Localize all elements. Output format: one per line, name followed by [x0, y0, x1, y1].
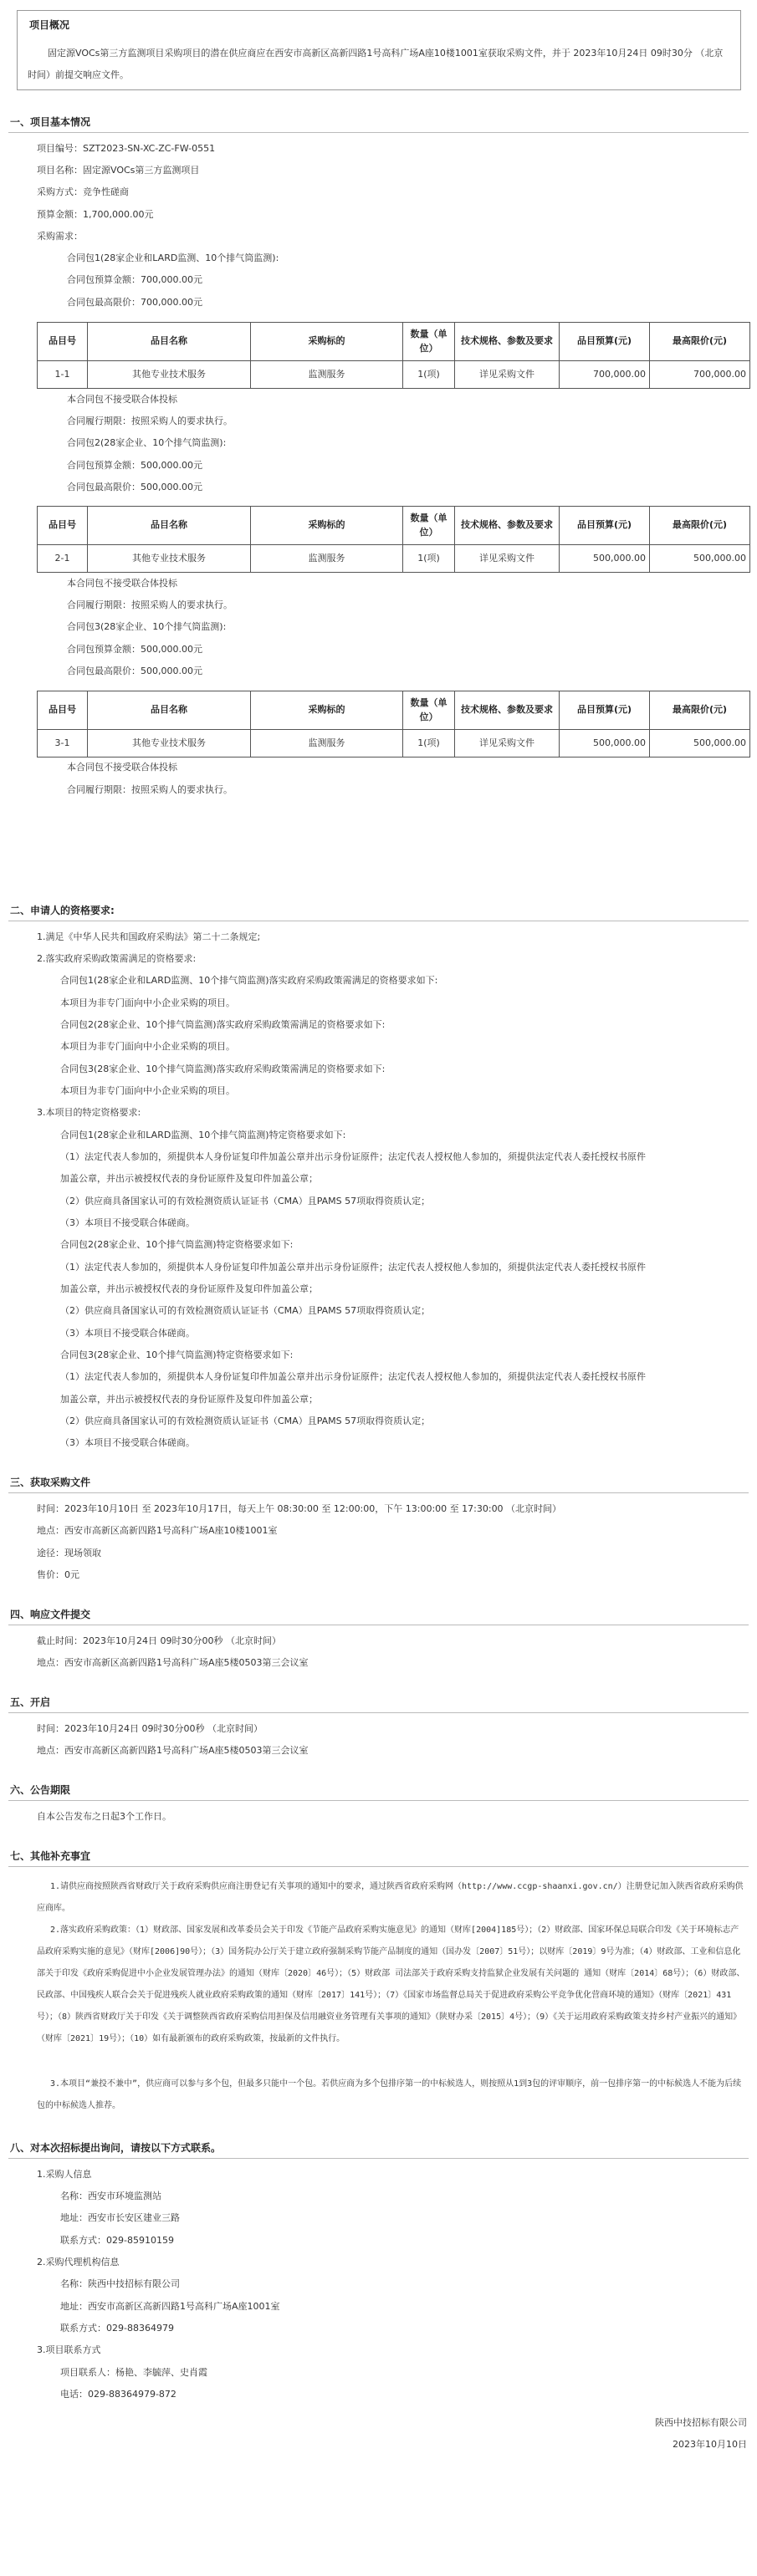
- qual-line-1: 1.满足《中华人民共和国政府采购法》第二十二条规定;: [37, 931, 261, 942]
- procurement-method: 采购方式：竞争性磋商: [37, 186, 129, 197]
- qual-line-3: 合同包1(28家企业和LARD监测、10个排气筒监测)落实政府采购政策需满足的资格要求如下:: [60, 975, 438, 986]
- header-target: 采购标的: [251, 323, 403, 361]
- pkg3-table: [37, 691, 750, 757]
- pkg2-budget: 合同包预算金额：500,000.00元: [67, 460, 202, 471]
- project-number: 项目编号：SZT2023-SN-XC-ZC-FW-0551: [37, 143, 216, 154]
- divider: [8, 1866, 749, 1867]
- header-budget: 品目预算(元): [560, 691, 650, 730]
- section-5-heading: 五、开启: [10, 1696, 51, 1708]
- agency-phone: 联系方式：029-88364979: [60, 2323, 174, 2334]
- pkg3-max: 合同包最高限价：500,000.00元: [67, 666, 202, 676]
- header-spec: 技术规格、参数及要求: [455, 507, 560, 545]
- header-item-no: 品目号: [38, 323, 88, 361]
- budget-amount: 预算金额：1,700,000.00元: [37, 209, 154, 220]
- cell-target: 监测服务: [251, 361, 403, 389]
- cell-item-name: 其他专业技术服务: [88, 730, 251, 757]
- qual-line-16: （2）供应商具备国家认可的有效检测资质认证证书（CMA）且PAMS 57项取得资质认定；: [60, 1305, 431, 1316]
- qual-line-4: 本项目为非专门面向中小企业采购的项目。: [60, 997, 235, 1008]
- cell-spec: 详见采购文件: [455, 545, 560, 573]
- pkg3-period: 合同履行期限：按照采购人的要求执行。: [67, 784, 233, 795]
- footer-date: 2023年10月10日: [673, 2439, 747, 2450]
- opening-address: 地点：西安市高新区高新四路1号高科广场A座5楼0503第三会议室: [37, 1745, 309, 1756]
- pkg3-budget: 合同包预算金额：500,000.00元: [67, 644, 202, 655]
- header-item-name: 品目名称: [88, 323, 251, 361]
- qual-line-19b: 加盖公章，并出示被授权代表的身份证原件及复印件加盖公章；: [60, 1394, 318, 1405]
- pkg1-consortium: 本合同包不接受联合体投标: [67, 394, 177, 405]
- pkg1-title: 合同包1(28家企业和LARD监测、10个排气筒监测):: [67, 252, 279, 263]
- submit-address: 地点：西安市高新区高新四路1号高科广场A座5楼0503第三会议室: [37, 1657, 309, 1668]
- header-budget: 品目预算(元): [560, 507, 650, 545]
- contact-agency-heading: 2.采购代理机构信息: [37, 2257, 120, 2267]
- section-7-heading: 七、其他补充事宜: [10, 1850, 91, 1862]
- pkg1-table: [37, 322, 750, 389]
- qual-line-20: （2）供应商具备国家认可的有效检测资质认证证书（CMA）且PAMS 57项取得资质认定；: [60, 1416, 431, 1426]
- cell-item-no: 1-1: [38, 361, 88, 389]
- cell-target: 监测服务: [251, 545, 403, 573]
- header-item-no: 品目号: [38, 691, 88, 730]
- pkg1-max: 合同包最高限价：700,000.00元: [67, 297, 202, 308]
- divider: [8, 2158, 749, 2159]
- header-quantity: 数量（单位）: [403, 323, 455, 361]
- purchaser-name: 名称：西安市环境监测站: [60, 2191, 161, 2201]
- qual-line-12: （2）供应商具备国家认可的有效检测资质认证证书（CMA）且PAMS 57项取得资质认定；: [60, 1196, 431, 1206]
- divider: [8, 132, 749, 133]
- obtain-address: 地点：西安市高新区高新四路1号高科广场A座10楼1001室: [37, 1525, 278, 1536]
- table-row: [38, 545, 750, 573]
- project-phone: 电话：029-88364979-872: [60, 2389, 176, 2400]
- table-header-row: [38, 691, 750, 730]
- procurement-demand: 采购需求：: [37, 231, 83, 242]
- qual-line-19a: （1）法定代表人参加的，须提供本人身份证复印件加盖公章并出示身份证原件；法定代表人授权他人参加的，须提供法定代表人委托授权书原件: [60, 1371, 646, 1382]
- cell-max-price: 500,000.00: [650, 730, 750, 757]
- cell-item-no: 3-1: [38, 730, 88, 757]
- cell-max-price: 500,000.00: [650, 545, 750, 573]
- supplement-para-2: 2.落实政府采购政策：（1）财政部、国家发展和改革委员会关于印发《节能产品政府采购实施意见》的通知（财库[2004]185号）；（2）财政部、国家环保总局联合印发《关于环境标志产品政府采购实施的意见》（财库[2006]90号）；（3）国务院办公厅关于建立政府强制采购节能产品制度的通知（国办发〔2007〕51号）；以财库〔2019〕9号为准；（4）财政部、工业和信息化部关于印发《政府采购促进中小企业发展管理办法》的通知（财库〔2020〕46号）；（5）财政部 司法部关于政府采购支持监狱企业发展有关问题的 通知（财库〔2014〕68号）；（6）财政部、民政部、中国残疾人联合会关于促进残疾人就业政府采购政策的通知（财库〔2017〕141号）；（7）《国家市场监督总局关于促进政府采购公平竞争优化营商环境的通知》（财库〔2021〕431号）；（8）陕西省财政厅关于印发《关于调整陕西省政府采购信用担保及信用融资业务管理有关事项的通知》（陕财办采〔2015〕4号）；（9）《关于运用政府采购政策支持乡村产业振兴的通知》（财库〔2021〕19号）；（10）如有最新颁布的政府采购政策，按最新的文件执行。: [37, 1926, 745, 2043]
- summary-box: [17, 10, 741, 90]
- qual-line-8: 本项目为非专门面向中小企业采购的项目。: [60, 1085, 235, 1096]
- cell-item-name: 其他专业技术服务: [88, 545, 251, 573]
- obtain-time: 时间：2023年10月10日 至 2023年10月17日，每天上午 08:30:00 至 12:00:00，下午 13:00:00 至 17:30:00 （北京时间）: [37, 1503, 562, 1514]
- section-4-heading: 四、响应文件提交: [10, 1609, 91, 1620]
- obtain-way: 途径：现场领取: [37, 1548, 101, 1558]
- cell-quantity: 1(项): [403, 545, 455, 573]
- qual-line-10: 合同包1(28家企业和LARD监测、10个排气筒监测)特定资格要求如下:: [60, 1130, 346, 1140]
- table-row: [38, 361, 750, 389]
- divider: [8, 1800, 749, 1801]
- cell-quantity: 1(项): [403, 730, 455, 757]
- qual-line-14: 合同包2(28家企业、10个排气筒监测)特定资格要求如下:: [60, 1239, 294, 1250]
- cell-budget: 500,000.00: [560, 730, 650, 757]
- qual-line-18: 合同包3(28家企业、10个排气筒监测)特定资格要求如下:: [60, 1349, 294, 1360]
- divider: [8, 1492, 749, 1493]
- qual-line-7: 合同包3(28家企业、10个排气筒监测)落实政府采购政策需满足的资格要求如下:: [60, 1064, 386, 1074]
- cell-max-price: 700,000.00: [650, 361, 750, 389]
- cell-target: 监测服务: [251, 730, 403, 757]
- table-row: [38, 730, 750, 757]
- qual-line-5: 合同包2(28家企业、10个排气筒监测)落实政府采购政策需满足的资格要求如下:: [60, 1019, 386, 1030]
- contact-purchaser-heading: 1.采购人信息: [37, 2169, 92, 2180]
- qual-line-9: 3.本项目的特定资格要求:: [37, 1107, 141, 1118]
- qual-line-17: （3）本项目不接受联合体磋商。: [60, 1328, 195, 1339]
- supplement-para-1: 1.请供应商按照陕西省财政厅关于政府采购供应商注册登记有关事项的通知中的要求，通过陕西省政府采购网（http://www.ccgp-shaanxi.gov.cn/）注册登记加入陕西省政府采购供应商库。: [37, 1882, 744, 1913]
- header-max-price: 最高限价(元): [650, 507, 750, 545]
- section-3-heading: 三、获取采购文件: [10, 1477, 91, 1488]
- header-item-name: 品目名称: [88, 691, 251, 730]
- cell-item-name: 其他专业技术服务: [88, 361, 251, 389]
- purchaser-phone: 联系方式：029-85910159: [60, 2235, 174, 2246]
- contact-project-heading: 3.项目联系方式: [37, 2344, 101, 2355]
- pkg3-title: 合同包3(28家企业、10个排气筒监测):: [67, 621, 227, 632]
- header-spec: 技术规格、参数及要求: [455, 691, 560, 730]
- pkg2-title: 合同包2(28家企业、10个排气筒监测):: [67, 437, 227, 448]
- cell-item-no: 2-1: [38, 545, 88, 573]
- obtain-price: 售价：0元: [37, 1569, 79, 1580]
- cell-quantity: 1(项): [403, 361, 455, 389]
- summary-text: 固定源VOCs第三方监测项目采购项目的潜在供应商应在西安市高新区高新四路1号高科广场A座10楼1001室获取采购文件，并于 2023年10月24日 09时30分 （北京时间）前提交响应文件。: [28, 48, 724, 80]
- header-quantity: 数量（单位）: [403, 691, 455, 730]
- section-6-heading: 六、公告期限: [10, 1784, 71, 1796]
- project-contacts: 项目联系人：杨艳、李毓萍、史肖霞: [60, 2367, 207, 2378]
- divider: [8, 1712, 749, 1713]
- header-max-price: 最高限价(元): [650, 323, 750, 361]
- section-1-heading: 一、项目基本情况: [10, 116, 91, 128]
- pkg3-consortium: 本合同包不接受联合体投标: [67, 762, 177, 773]
- footer-org: 陕西中技招标有限公司: [655, 2417, 747, 2428]
- project-name: 项目名称：固定源VOCs第三方监测项目: [37, 165, 200, 176]
- notice-period: 自本公告发布之日起3个工作日。: [37, 1811, 171, 1822]
- qual-line-11a: （1）法定代表人参加的，须提供本人身份证复印件加盖公章并出示身份证原件；法定代表人授权他人参加的，须提供法定代表人委托授权书原件: [60, 1151, 646, 1162]
- qual-line-11b: 加盖公章，并出示被授权代表的身份证原件及复印件加盖公章；: [60, 1173, 318, 1184]
- supplement-para-3: 3.本项目“兼投不兼中”，供应商可以参与多个包，但最多只能中一个包。若供应商为多个包排序第一的中标候选人，则按照从1到3包的评审顺序，前一包排序第一的中标候选人不能为后续包的中标候选人推荐。: [37, 2079, 742, 2110]
- qual-line-15b: 加盖公章，并出示被授权代表的身份证原件及复印件加盖公章；: [60, 1283, 318, 1294]
- summary-title: 项目概况: [29, 19, 70, 31]
- qual-line-15a: （1）法定代表人参加的，须提供本人身份证复印件加盖公章并出示身份证原件；法定代表人授权他人参加的，须提供法定代表人委托授权书原件: [60, 1262, 646, 1273]
- header-target: 采购标的: [251, 691, 403, 730]
- header-budget: 品目预算(元): [560, 323, 650, 361]
- table-header-row: [38, 323, 750, 361]
- cell-spec: 详见采购文件: [455, 730, 560, 757]
- qual-line-21: （3）本项目不接受联合体磋商。: [60, 1437, 195, 1448]
- submit-deadline: 截止时间：2023年10月24日 09时30分00秒 （北京时间）: [37, 1635, 281, 1646]
- cell-budget: 500,000.00: [560, 545, 650, 573]
- agency-name: 名称：陕西中技招标有限公司: [60, 2278, 180, 2289]
- cell-spec: 详见采购文件: [455, 361, 560, 389]
- pkg1-budget: 合同包预算金额：700,000.00元: [67, 274, 202, 285]
- purchaser-address: 地址：西安市长安区建业三路: [60, 2212, 180, 2223]
- agency-address: 地址：西安市高新区高新四路1号高科广场A座1001室: [60, 2301, 280, 2312]
- header-target: 采购标的: [251, 507, 403, 545]
- qual-line-2: 2.落实政府采购政策需满足的资格要求:: [37, 953, 197, 964]
- header-max-price: 最高限价(元): [650, 691, 750, 730]
- pkg2-consortium: 本合同包不接受联合体投标: [67, 578, 177, 589]
- section-8-heading: 八、对本次招标提出询问，请按以下方式联系。: [10, 2142, 222, 2154]
- header-quantity: 数量（单位）: [403, 507, 455, 545]
- pkg2-max: 合同包最高限价：500,000.00元: [67, 482, 202, 492]
- header-spec: 技术规格、参数及要求: [455, 323, 560, 361]
- header-item-no: 品目号: [38, 507, 88, 545]
- qual-line-6: 本项目为非专门面向中小企业采购的项目。: [60, 1041, 235, 1052]
- pkg2-period: 合同履行期限：按照采购人的要求执行。: [67, 599, 233, 610]
- pkg1-period: 合同履行期限：按照采购人的要求执行。: [67, 416, 233, 426]
- pkg2-table: [37, 506, 750, 573]
- section-2-heading: 二、申请人的资格要求:: [10, 905, 115, 916]
- cell-budget: 700,000.00: [560, 361, 650, 389]
- qual-line-13: （3）本项目不接受联合体磋商。: [60, 1217, 195, 1228]
- opening-time: 时间：2023年10月24日 09时30分00秒 （北京时间）: [37, 1723, 263, 1734]
- header-item-name: 品目名称: [88, 507, 251, 545]
- table-header-row: [38, 507, 750, 545]
